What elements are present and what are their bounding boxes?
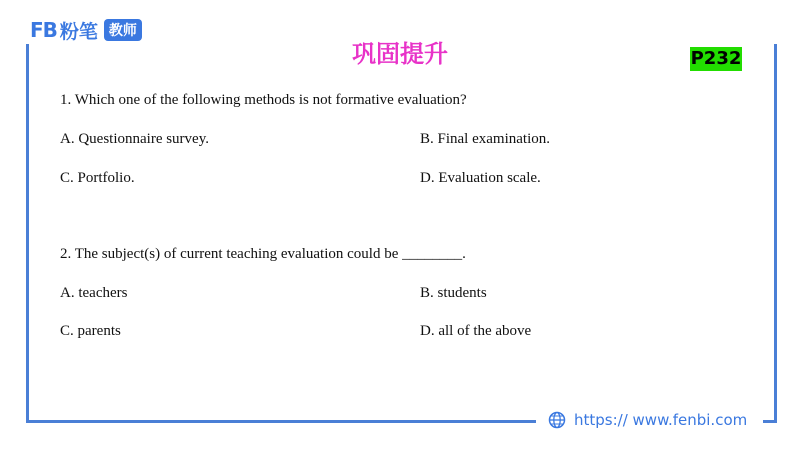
logo-mark: FB: [30, 18, 57, 42]
question-1-option-c: C. Portfolio.: [60, 170, 135, 186]
question-1: 1. Which one of the following methods is not formative evaluation?: [60, 92, 467, 108]
frame-right-border: [774, 44, 777, 422]
question-1-option-b: B. Final examination.: [420, 131, 550, 147]
question-2-option-d: D. all of the above: [420, 323, 532, 339]
brand-logo: [30, 18, 142, 42]
slide-title: 巩固提升: [352, 40, 448, 68]
frame-left-border: [26, 44, 29, 422]
page-number-badge: P232: [690, 48, 742, 69]
frame-bottom-border: [26, 420, 536, 423]
question-1-option-a: A. Questionnaire survey.: [60, 131, 209, 147]
brand-tag: 教师: [104, 19, 142, 41]
question-2: 2. The subject(s) of current teaching evaluation could be ________.: [60, 246, 466, 262]
question-2-option-a: A. teachers: [60, 285, 128, 301]
question-2-option-b: B. students: [420, 285, 487, 301]
globe-icon: [548, 411, 566, 429]
footer-url: https:// www.fenbi.com: [574, 411, 748, 429]
footer: [548, 408, 747, 432]
question-1-option-d: D. Evaluation scale.: [420, 170, 541, 186]
brand-name: 粉笔: [59, 20, 98, 43]
frame-bottom-border-end: [763, 420, 777, 423]
question-2-option-c: C. parents: [60, 323, 121, 339]
